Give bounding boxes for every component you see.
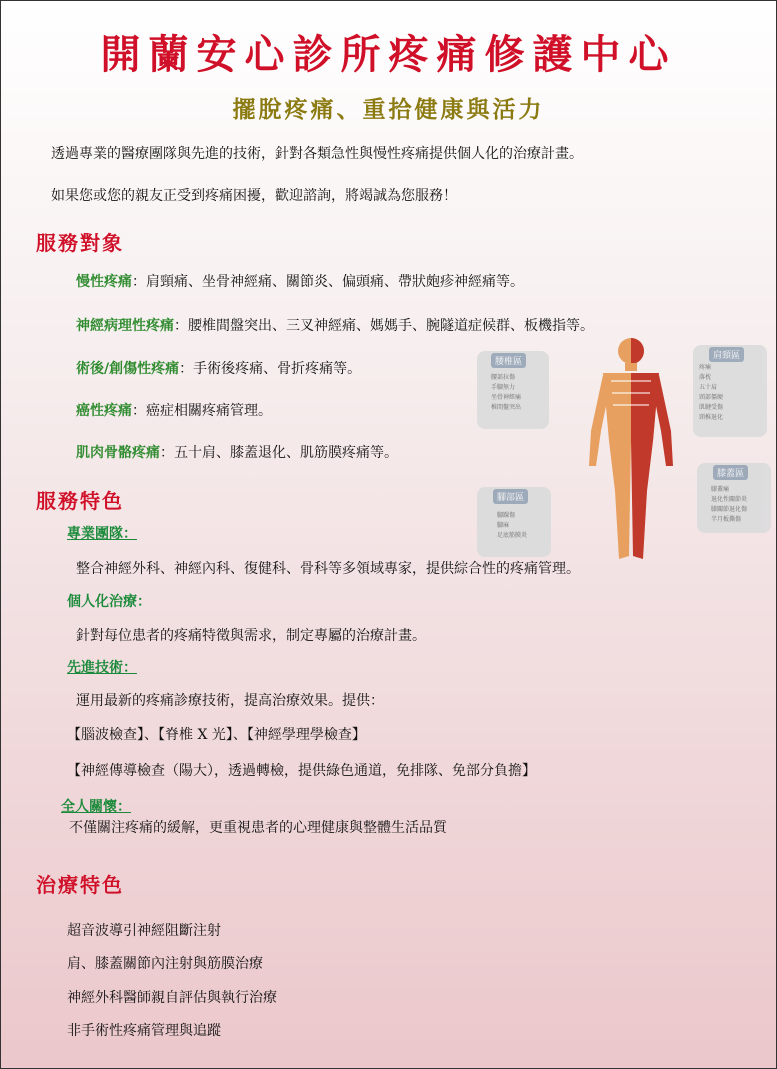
treatment-item: 非手術性疼痛管理與追蹤: [67, 1023, 221, 1039]
service-desc: ：手術後疼痛、骨折疼痛等。: [179, 361, 362, 377]
feature-desc: 整合神經外科、神經內科、復健科、骨科等多領域專家，提供綜合性的疼痛管理。: [76, 561, 580, 577]
page-subtitle: 擺脫疼痛、重拾健康與活力: [232, 96, 545, 123]
service-item: [76, 358, 361, 378]
feature-desc: 【神經傳導檢查（陽大），透過轉檢，提供綠色通道，免排隊、免部分負擔】: [67, 763, 536, 779]
waist-callout: [477, 351, 549, 429]
neck-label: 肩頸區: [709, 347, 744, 362]
service-desc: ：肩頸痛、坐骨神經痛、關節炎、偏頭痛、帶狀皰疹神經痛等。: [132, 274, 524, 290]
service-desc: ：腰椎間盤突出、三叉神經痛、媽媽手、腕隧道症候群、板機指等。: [174, 318, 594, 334]
foot-callout: [477, 487, 551, 557]
service-desc: ：癌症相關疼痛管理。: [132, 403, 272, 419]
feature-title: 個人化治療：: [67, 594, 151, 610]
treatment-heading: 治療特色: [36, 873, 124, 897]
human-body-illustration: [581, 331, 681, 566]
services-heading: 服務對象: [36, 231, 124, 255]
neck-callout: [693, 345, 767, 437]
feature-desc: 不僅關注疼痛的緩解，更重視患者的心理健康與整體生活品質: [69, 820, 447, 836]
page-title: 開蘭安心診所疼痛修護中心: [100, 31, 677, 78]
neck-list: 疼痛 落枕 五十肩 頸部僵硬 肌腱受傷 頸椎退化: [699, 364, 724, 421]
feature-desc: 【腦波檢查】、【脊椎 X 光】、【神經學理學檢查】: [67, 727, 366, 743]
knee-list: 膝蓋痛 退化性關節炎 膝關節退化傷 半月板撕傷: [711, 486, 748, 523]
service-item: [76, 400, 272, 420]
treatment-item: 神經外科醫師親自評估與執行治療: [67, 990, 277, 1006]
treatment-item: 肩、膝蓋關節內注射與筋膜治療: [67, 956, 263, 972]
service-desc: ：五十肩、膝蓋退化、肌筋膜疼痛等。: [160, 445, 398, 461]
service-term: 術後/創傷性疼痛: [76, 361, 180, 377]
treatment-item: 超音波導引神經阻斷注射: [67, 923, 221, 939]
knee-label: 膝蓋區: [713, 465, 748, 480]
foot-list: 腳踝傷 腳麻 足底筋膜炎: [497, 512, 528, 539]
anatomy-figure: [471, 331, 775, 571]
feature-desc: 針對每位患者的疼痛特徵與需求，制定專屬的治療計畫。: [76, 628, 426, 644]
service-term: 肌肉骨骼疼痛: [76, 445, 160, 461]
service-term: 慢性疼痛: [76, 274, 132, 290]
feature-desc: 運用最新的疼痛診療技術，提高治療效果。提供：: [76, 693, 384, 709]
features-heading: 服務特色: [36, 489, 124, 513]
service-term: 神經病理性疼痛: [76, 318, 174, 334]
intro-paragraph: 透過專業的醫療團隊與先進的技術，針對各類急性與慢性疼痛提供個人化的治療計畫。: [51, 146, 583, 162]
service-term: 癌性疼痛: [76, 403, 132, 419]
feature-title: 專業團隊：: [67, 526, 137, 542]
service-item: [76, 271, 524, 291]
intro-invitation: 如果您或您的親友正受到疼痛困擾，歡迎諮詢，將竭誠為您服務！: [51, 188, 457, 204]
feature-title: 先進技術：: [67, 660, 137, 676]
waist-label: 腰椎區: [491, 353, 526, 368]
feature-title: 全人關懷：: [61, 799, 131, 815]
knee-callout: [697, 463, 771, 533]
waist-list: 腰部拉傷 手腳無力 坐骨神經痛 椎間盤突出: [491, 374, 522, 411]
foot-label: 腳部區: [493, 489, 528, 504]
service-item: [76, 442, 398, 462]
